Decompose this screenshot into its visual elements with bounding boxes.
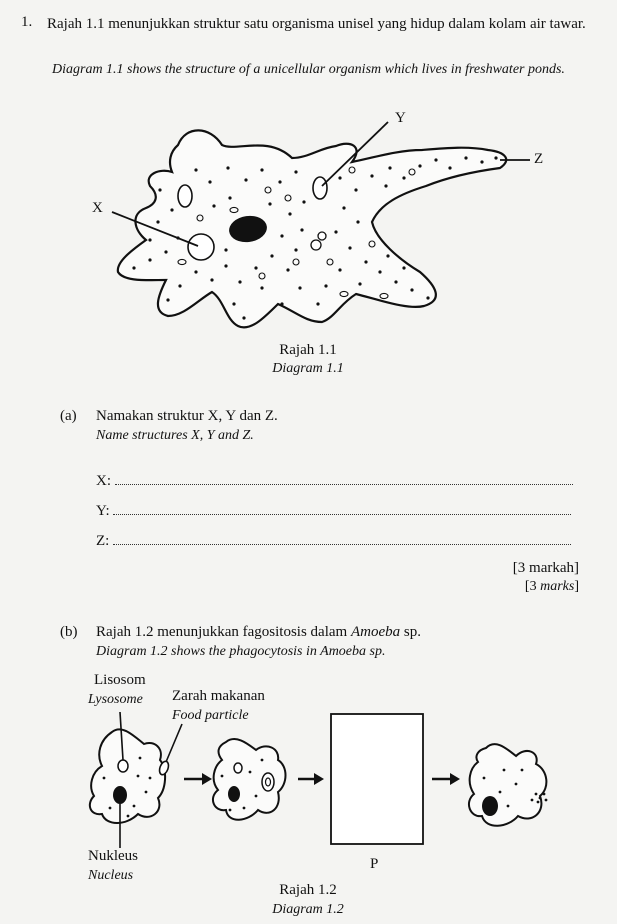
food-vacuole-small xyxy=(318,232,326,240)
answer-dots-x[interactable] xyxy=(115,472,573,485)
food-vacuole-small xyxy=(311,240,321,250)
answer-dots-y[interactable] xyxy=(113,502,571,515)
marks-malay: [3 markah] xyxy=(512,560,579,576)
part-b-label: (b) xyxy=(60,624,78,640)
answer-box-p xyxy=(331,714,423,844)
amoeba-stage-1 xyxy=(90,729,165,823)
question-text-malay: Rajah 1.1 menunjukkan struktur satu organisma unisel yang hidup dalam kolam air tawar. xyxy=(47,16,586,32)
nucleus-stage-1 xyxy=(113,786,127,804)
answer-line-x[interactable] xyxy=(96,472,573,490)
arrow-2 xyxy=(298,773,324,785)
question-text-english: Diagram 1.1 shows the structure of a unicellular organism which lives in freshwater ponds. xyxy=(52,62,565,77)
part-b-question-en: Diagram 1.2 shows the phagocytosis in Amoeba sp. xyxy=(96,644,386,659)
caption-diagram-1-1-en: Diagram 1.1 xyxy=(272,361,344,376)
lysosome-stage-2 xyxy=(234,763,242,773)
label-x: X xyxy=(92,200,103,216)
marks-english: [3 marks] xyxy=(524,579,579,594)
label-box-p: P xyxy=(370,856,379,872)
label-lysosome-ms: Lisosom xyxy=(94,672,146,688)
amoeba-cell-body xyxy=(118,130,506,327)
arrow-3 xyxy=(432,773,460,785)
amoeba-stage-2 xyxy=(213,739,286,820)
nucleus-stage-2 xyxy=(228,786,240,802)
caption-diagram-1-1: Rajah 1.1 xyxy=(279,342,337,358)
label-nucleus-en: Nucleus xyxy=(88,868,134,883)
contractile-vacuole xyxy=(188,234,214,260)
nucleus-stage-4 xyxy=(482,796,498,816)
lysosome-stage-1 xyxy=(118,760,128,772)
answer-label-x: X: xyxy=(96,473,111,489)
food-vacuole-y xyxy=(313,177,327,199)
amoeba-stage-4 xyxy=(469,744,546,826)
label-food-en: Food particle xyxy=(172,708,249,723)
label-lysosome-en: Lysosome xyxy=(88,692,143,707)
answer-dots-z[interactable] xyxy=(113,532,571,545)
answer-line-z[interactable] xyxy=(96,532,571,550)
part-a-question-en: Name structures X, Y and Z. xyxy=(96,428,254,443)
label-y: Y xyxy=(395,110,406,126)
question-number: 1. xyxy=(21,14,33,30)
part-a-label: (a) xyxy=(60,408,77,424)
answer-label-y: Y: xyxy=(96,503,110,519)
part-a-question: Namakan struktur X, Y dan Z. xyxy=(96,408,278,424)
label-food-ms: Zarah makanan xyxy=(172,688,265,704)
answer-line-y[interactable] xyxy=(96,502,571,520)
label-z: Z xyxy=(534,151,544,167)
label-nucleus-ms: Nukleus xyxy=(88,848,138,864)
answer-label-z: Z: xyxy=(96,533,110,549)
food-vacuole xyxy=(178,185,192,207)
caption-diagram-1-2: Rajah 1.2 xyxy=(279,882,337,898)
label-line-food xyxy=(166,724,182,762)
caption-diagram-1-2-en: Diagram 1.2 xyxy=(272,902,344,917)
part-b-question: Rajah 1.2 menunjukkan fagositosis dalam Amoeba sp. xyxy=(96,624,421,640)
arrow-1 xyxy=(184,773,212,785)
